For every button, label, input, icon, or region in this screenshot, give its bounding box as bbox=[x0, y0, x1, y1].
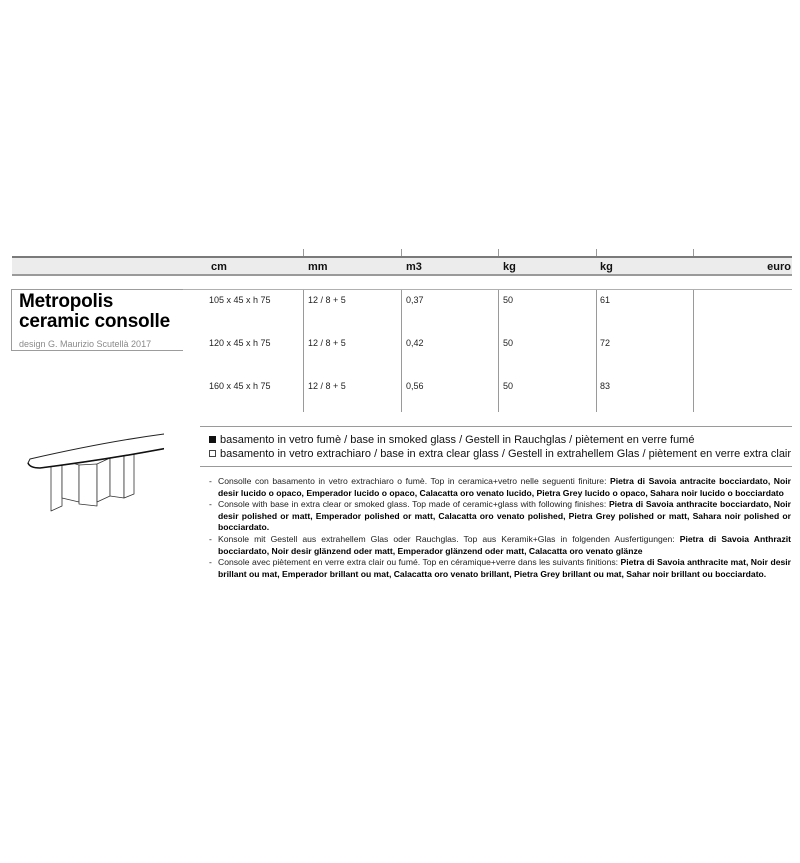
column-divider bbox=[401, 290, 402, 412]
cell-volume: 0,56 bbox=[406, 381, 424, 391]
designer-credit: design G. Maurizio Scutellà 2017 bbox=[19, 339, 152, 349]
legend-clear-glass bbox=[209, 448, 791, 460]
legend-smoked-glass bbox=[209, 434, 694, 446]
column-divider bbox=[596, 290, 597, 412]
cell-dimensions: 160 x 45 x h 75 bbox=[209, 381, 271, 391]
cell-volume: 0,37 bbox=[406, 295, 424, 305]
description-finishes: Pietra di Savoia anthracite mat, Noir desir brillant ou mat, Emperador brillant ou mat, Calacatta oro venato brillant, Pietra Grey brillant ou mat, Sahar noir brillant ou bocciardato. bbox=[218, 557, 791, 579]
cell-thickness: 12 / 8 + 5 bbox=[308, 295, 346, 305]
table-bottom-rule bbox=[200, 426, 792, 427]
filled-square-icon bbox=[209, 436, 216, 443]
product-title-line1: Metropolis bbox=[19, 291, 114, 312]
header-m3: m3 bbox=[406, 261, 422, 273]
console-table-drawing-icon bbox=[24, 432, 164, 517]
header-euro: euro bbox=[767, 261, 791, 273]
column-divider bbox=[498, 290, 499, 412]
column-tick bbox=[303, 249, 304, 256]
cell-dimensions: 120 x 45 x h 75 bbox=[209, 338, 271, 348]
cell-thickness: 12 / 8 + 5 bbox=[308, 381, 346, 391]
cell-volume: 0,42 bbox=[406, 338, 424, 348]
description-text: Console avec piètement en verre extra clair ou fumé. Top en céramique+verre dans les suivants finitions: bbox=[218, 557, 621, 568]
description-italian bbox=[209, 476, 791, 499]
cell-kg-net: 50 bbox=[503, 295, 514, 305]
description-text: Consolle con basamento in vetro extrachiaro o fumè. Top in ceramica+vetro nelle seguenti finiture: bbox=[218, 476, 611, 486]
description-block bbox=[209, 476, 791, 580]
cell-kg-gross: 72 bbox=[600, 338, 611, 348]
column-divider bbox=[303, 290, 304, 412]
column-divider bbox=[693, 290, 694, 412]
cell-kg-net: 50 bbox=[503, 381, 514, 391]
description-german bbox=[209, 534, 791, 557]
cell-kg-gross: 83 bbox=[600, 381, 611, 391]
product-title-line2: ceramic consolle bbox=[19, 311, 170, 332]
description-french bbox=[209, 557, 791, 580]
cell-thickness: 12 / 8 + 5 bbox=[308, 338, 346, 348]
description-english bbox=[209, 499, 791, 534]
legend-smoked-label: basamento in vetro fumè / base in smoked glass / Gestell in Rauchglas / piètement en verre fumé bbox=[220, 434, 695, 446]
legend-clear-label: basamento in vetro extrachiaro / base in extra clear glass / Gestell in extrahellem Glas / piètement en verre extra clair bbox=[220, 448, 792, 460]
legend-rule bbox=[200, 466, 792, 467]
table-top-rule bbox=[183, 289, 792, 290]
product-title bbox=[19, 292, 170, 332]
header-cm: cm bbox=[211, 261, 227, 273]
bullet-dash: - bbox=[209, 533, 212, 544]
cell-dimensions: 105 x 45 x h 75 bbox=[209, 295, 271, 305]
header-kg-net: kg bbox=[503, 261, 516, 273]
header-mm: mm bbox=[308, 261, 328, 273]
description-text: Console with base in extra clear or smoked glass. Top made of ceramic+glass with following finishes: bbox=[218, 499, 609, 510]
cell-kg-gross: 61 bbox=[600, 295, 611, 305]
column-tick bbox=[596, 249, 597, 256]
header-kg-gross: kg bbox=[600, 261, 613, 273]
bullet-dash: - bbox=[209, 499, 212, 510]
description-finishes: Pietra di Savoia anthracite bocciardato, Noir desir polished or matt, Emperador polished or matt, Calacatta oro venato polished, Pietra Grey polished or matt, Sahara noir polished or bocciardato. bbox=[218, 499, 791, 533]
empty-square-icon bbox=[209, 450, 216, 457]
bullet-dash: - bbox=[209, 557, 212, 568]
table-header-bar bbox=[12, 256, 792, 276]
description-finishes: Pietra di Savoia Anthrazit bocciardato, Noir desir glänzend oder matt, Emperador glänzend oder matt, Calacatta oro venato glänze bbox=[218, 533, 791, 556]
description-finishes: Pietra di Savoia antracite bocciardato, Noir desir lucido o opaco, Emperador lucido o opaco, Calacatta oro venato lucido, Pietra Grey lucido o opaco, Sahara noir lucido o bocciardato bbox=[218, 476, 791, 498]
cell-kg-net: 50 bbox=[503, 338, 514, 348]
column-tick bbox=[693, 249, 694, 256]
description-text: Konsole mit Gestell aus extrahellem Glas oder Rauchglas. Top aus Keramik+Glas in folgenden Ausfertigungen: bbox=[218, 533, 680, 544]
bullet-dash: - bbox=[209, 476, 212, 486]
column-tick bbox=[498, 249, 499, 256]
column-tick bbox=[401, 249, 402, 256]
